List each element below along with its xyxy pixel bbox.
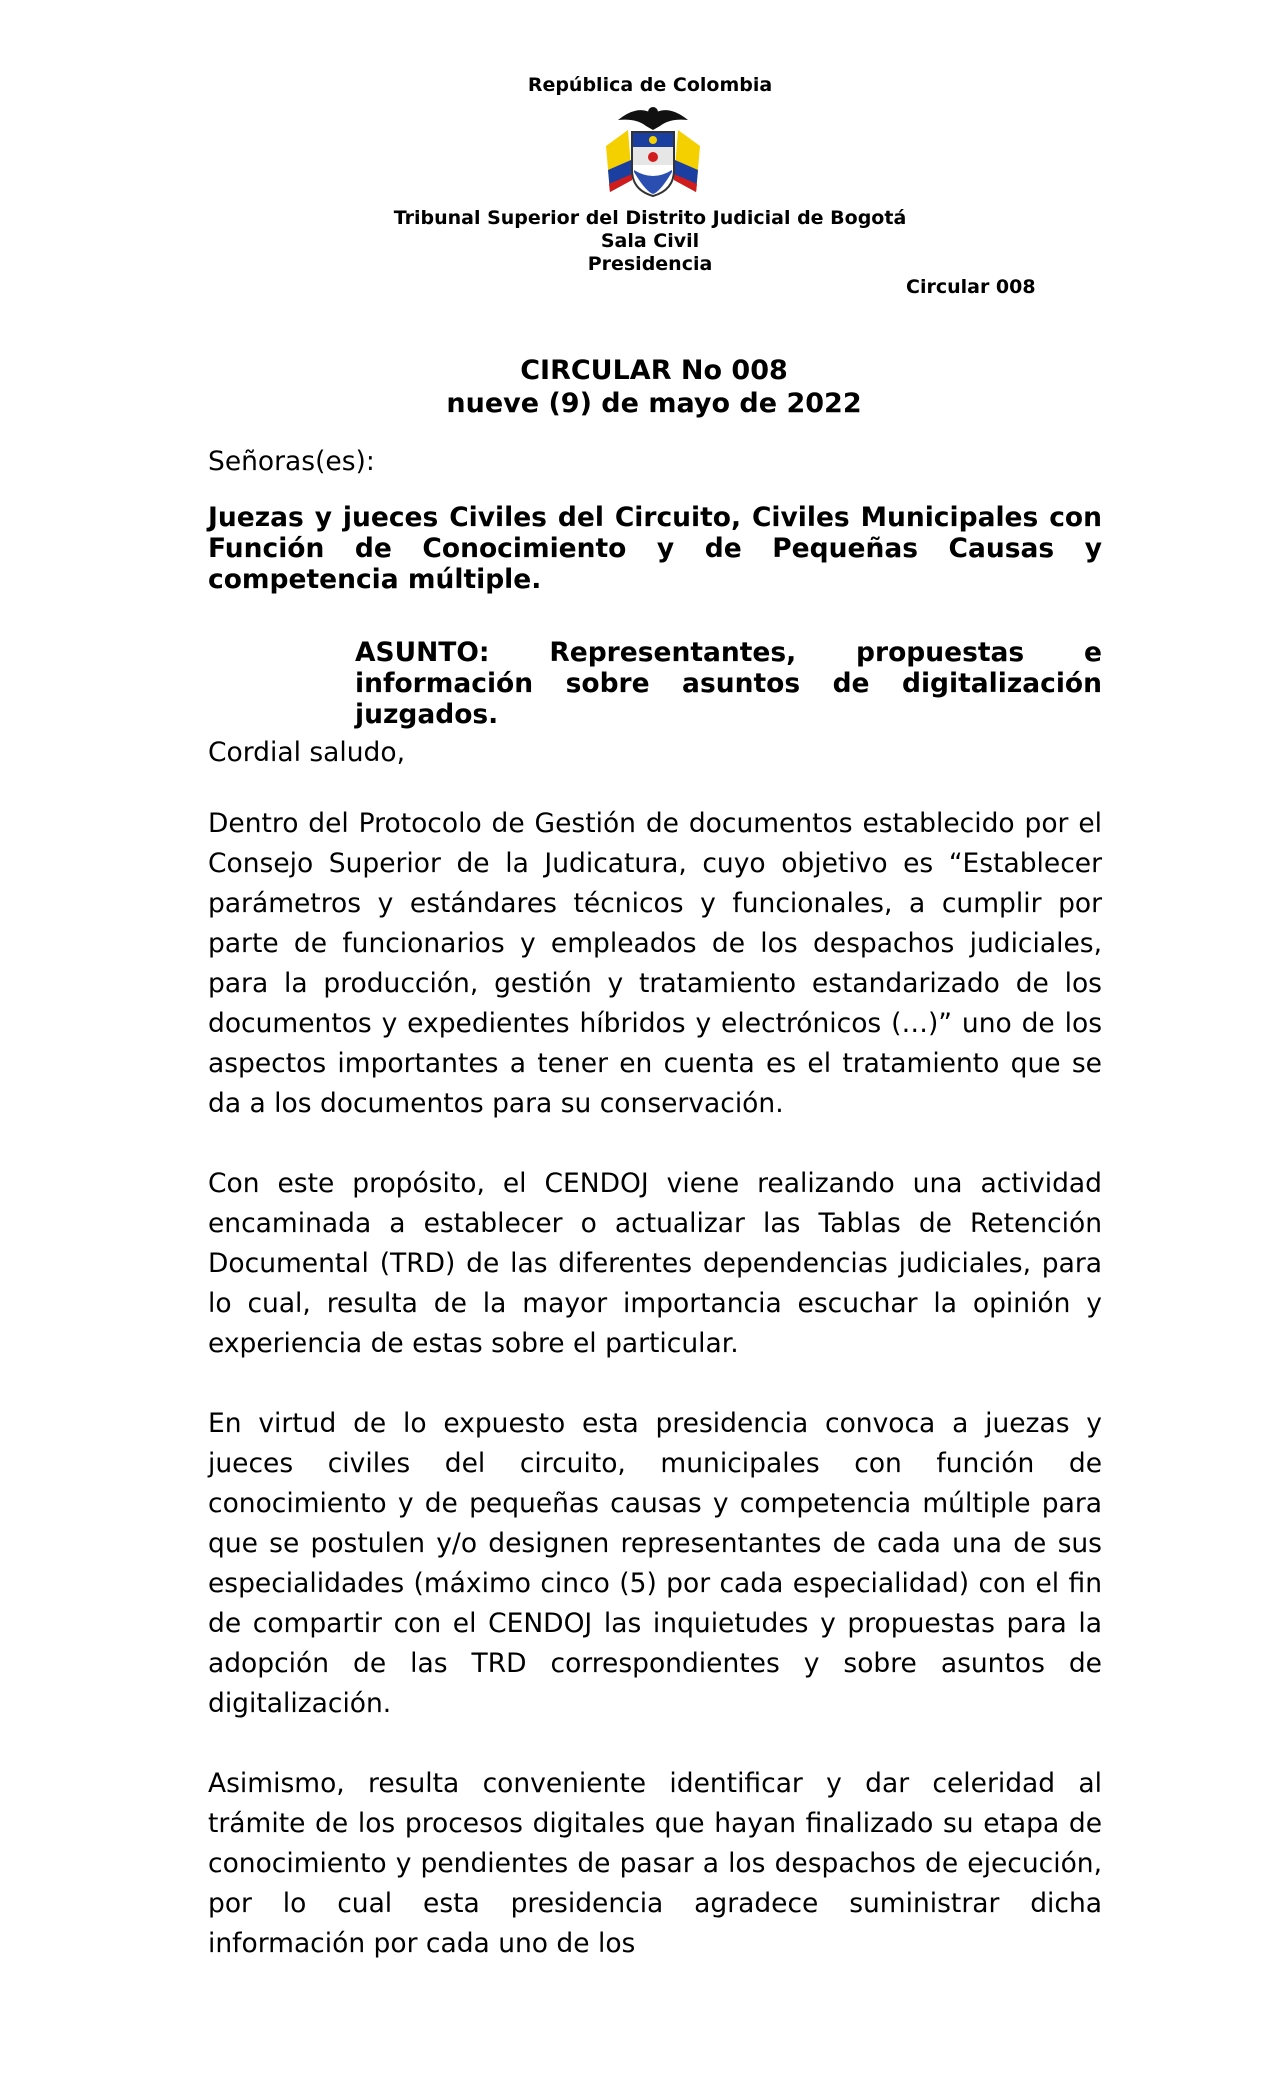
coat-of-arms-icon bbox=[598, 100, 708, 200]
paragraph: Dentro del Protocolo de Gestión de documentos establecido por el Consejo Superior de la Judicatura, cuyo objetivo es “Establecer parámetros y estándares técnicos y funcionales, a cumplir por parte de funcionarios y empleados de los despachos judiciales, para la producción, gestión y tratamiento estandarizado de los documentos y expedientes híbridos y electrónicos (…)” uno de los aspectos importantes a tener en cuenta es el tratamiento que se da a los documentos para su conservación. bbox=[208, 808, 1102, 1119]
body-text bbox=[208, 804, 1102, 2004]
paragraph: Con este propósito, el CENDOJ viene realizando una actividad encaminada a establecer o actualizar las Tablas de Retención Documental (TRD) de las diferentes dependencias judiciales, para lo cual, resulta de la mayor importancia escuchar la opinión y experiencia de estas sobre el particular. bbox=[208, 1168, 1102, 1359]
salutation: Señoras(es): bbox=[208, 446, 375, 477]
addressee: Juezas y jueces Civiles del Circuito, Civiles Municipales con Función de Conocimiento y de Pequeñas Causas y competencia múltiple. bbox=[208, 502, 1102, 595]
circular-reference: Circular 008 bbox=[906, 276, 1036, 298]
paragraph: Asimismo, resulta conveniente identificar y dar celeridad al trámite de los procesos digitales que hayan finalizado su etapa de conocimiento y pendientes de pasar a los despachos de ejecución, por lo cual esta presidencia agradece suministrar dicha información por cada uno de los bbox=[208, 1768, 1102, 1959]
institution-block bbox=[0, 207, 1275, 276]
institution-name: Tribunal Superior del Distrito Judicial de Bogotá bbox=[393, 207, 907, 229]
document-title bbox=[0, 354, 1275, 420]
country-name: República de Colombia bbox=[527, 74, 773, 96]
circular-date: nueve (9) de mayo de 2022 bbox=[446, 388, 862, 419]
greeting: Cordial saludo, bbox=[208, 737, 406, 768]
paragraph: En virtud de lo expuesto esta presidencia convoca a juezas y jueces civiles del circuito, municipales con función de conocimiento y de pequeñas causas y competencia múltiple para que se postulen y/o designen representantes de cada una de sus especialidades (máximo cinco (5) por cada especialidad) con el fin de compartir con el CENDOJ las inquietudes y propuestas para la adopción de las TRD correspondientes y sobre asuntos de digitalización. bbox=[208, 1408, 1102, 1719]
institution-chamber: Sala Civil bbox=[600, 230, 700, 252]
circular-number: CIRCULAR No 008 bbox=[520, 355, 788, 386]
institution-office: Presidencia bbox=[587, 253, 713, 275]
subject-line: ASUNTO: Representantes, propuestas e información sobre asuntos de digitalización juzgados. bbox=[355, 637, 1102, 730]
